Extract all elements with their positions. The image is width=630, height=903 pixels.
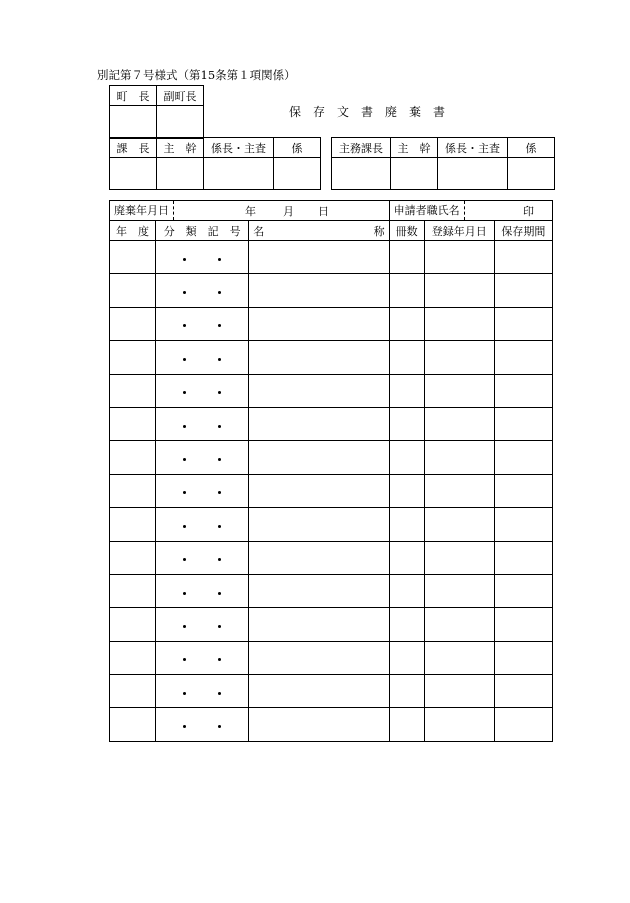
stamp-cell[interactable] — [110, 106, 157, 139]
separator-dot — [183, 491, 186, 494]
retention-period-cell[interactable] — [494, 474, 552, 507]
retention-period-cell[interactable] — [494, 441, 552, 474]
name-cell[interactable] — [249, 641, 389, 674]
volumes-cell[interactable] — [389, 374, 424, 407]
classification-cell[interactable] — [156, 608, 249, 641]
disposal-table — [109, 200, 553, 742]
classification-cell[interactable] — [156, 541, 249, 574]
separator-dot — [218, 491, 221, 494]
separator-dot — [183, 291, 186, 294]
name-cell[interactable] — [249, 541, 389, 574]
separator-dot — [183, 692, 186, 695]
fiscal-year-cell[interactable] — [110, 441, 156, 474]
fiscal-year-cell[interactable] — [110, 241, 156, 274]
fiscal-year-cell[interactable] — [110, 675, 156, 708]
fiscal-year-cell[interactable] — [110, 307, 156, 340]
registration-date-cell[interactable] — [424, 675, 494, 708]
stamp-cell[interactable] — [274, 158, 321, 190]
table-row — [110, 541, 553, 574]
classification-cell[interactable] — [156, 274, 249, 307]
stamp-cell[interactable] — [204, 158, 274, 190]
separator-dot — [218, 258, 221, 261]
approval-header: 副町長 — [157, 86, 204, 106]
classification-cell[interactable] — [156, 407, 249, 440]
table-row — [110, 474, 553, 507]
approval-box-left — [109, 137, 321, 190]
name-cell[interactable] — [249, 708, 389, 741]
form-title: 保 存 文 書 廃 棄 書 — [289, 105, 446, 119]
separator-dot — [183, 625, 186, 628]
registration-date-cell[interactable] — [424, 708, 494, 741]
separator-dot — [183, 725, 186, 728]
volumes-cell[interactable] — [389, 307, 424, 340]
separator-dot — [183, 391, 186, 394]
fiscal-year-cell[interactable] — [110, 574, 156, 607]
approval-header: 係長・主査 — [204, 138, 274, 158]
registration-date-cell[interactable] — [424, 541, 494, 574]
fiscal-year-cell[interactable] — [110, 274, 156, 307]
year-label: 年 — [245, 204, 256, 218]
separator-dot — [183, 525, 186, 528]
registration-date-cell[interactable] — [424, 274, 494, 307]
separator-dot — [183, 658, 186, 661]
separator-dot — [218, 558, 221, 561]
separator-dot — [218, 425, 221, 428]
retention-period-cell[interactable] — [494, 241, 552, 274]
col-header-volumes: 冊数 — [389, 221, 424, 241]
applicant-cell[interactable] — [389, 201, 552, 221]
registration-date-cell[interactable] — [424, 574, 494, 607]
volumes-cell[interactable] — [389, 641, 424, 674]
fiscal-year-cell[interactable] — [110, 407, 156, 440]
retention-period-cell[interactable] — [494, 341, 552, 374]
separator-dot — [183, 324, 186, 327]
volumes-cell[interactable] — [389, 341, 424, 374]
separator-dot — [183, 558, 186, 561]
disposal-info-row — [110, 201, 553, 221]
volumes-cell[interactable] — [389, 441, 424, 474]
separator-dot — [218, 458, 221, 461]
separator-dot — [218, 324, 221, 327]
registration-date-cell[interactable] — [424, 374, 494, 407]
retention-period-cell[interactable] — [494, 508, 552, 541]
separator-dot — [183, 592, 186, 595]
volumes-cell[interactable] — [389, 241, 424, 274]
separator-dot — [218, 358, 221, 361]
registration-date-cell[interactable] — [424, 608, 494, 641]
classification-cell[interactable] — [156, 708, 249, 741]
name-cell[interactable] — [249, 508, 389, 541]
separator-dot — [218, 725, 221, 728]
stamp-cell[interactable] — [391, 158, 438, 190]
volumes-cell[interactable] — [389, 274, 424, 307]
classification-cell[interactable] — [156, 307, 249, 340]
stamp-cell[interactable] — [157, 158, 204, 190]
col-header-name-left: 名 — [253, 224, 265, 238]
col-header-registration-date: 登録年月日 — [424, 221, 494, 241]
separator-dot — [218, 692, 221, 695]
separator-dot — [218, 658, 221, 661]
retention-period-cell[interactable] — [494, 641, 552, 674]
registration-date-cell[interactable] — [424, 407, 494, 440]
retention-period-cell[interactable] — [494, 307, 552, 340]
classification-cell[interactable] — [156, 374, 249, 407]
retention-period-cell[interactable] — [494, 541, 552, 574]
table-row — [110, 407, 553, 440]
month-label: 月 — [283, 204, 294, 218]
volumes-cell[interactable] — [389, 407, 424, 440]
retention-period-cell[interactable] — [494, 407, 552, 440]
table-body — [110, 241, 553, 742]
approval-header: 主 幹 — [157, 138, 204, 158]
col-header-name — [249, 221, 389, 241]
form-caption: 別記第７号様式（第15条第１項関係） — [97, 68, 296, 82]
table-row — [110, 574, 553, 607]
col-header-name-right: 称 — [373, 224, 385, 238]
separator-dot — [218, 592, 221, 595]
fiscal-year-cell[interactable] — [110, 341, 156, 374]
separator-dot — [183, 458, 186, 461]
approval-header: 町 長 — [110, 86, 157, 106]
separator-dot — [183, 258, 186, 261]
separator-dot — [183, 425, 186, 428]
retention-period-cell[interactable] — [494, 708, 552, 741]
name-cell[interactable] — [249, 374, 389, 407]
fiscal-year-cell[interactable] — [110, 541, 156, 574]
registration-date-cell[interactable] — [424, 474, 494, 507]
classification-cell[interactable] — [156, 508, 249, 541]
classification-cell[interactable] — [156, 574, 249, 607]
name-cell[interactable] — [249, 241, 389, 274]
classification-cell[interactable] — [156, 641, 249, 674]
approval-header: 係 — [274, 138, 321, 158]
name-cell[interactable] — [249, 307, 389, 340]
disposal-date-label: 廃棄年月日 — [110, 201, 174, 220]
approval-header: 係長・主査 — [438, 138, 508, 158]
classification-cell[interactable] — [156, 341, 249, 374]
retention-period-cell[interactable] — [494, 675, 552, 708]
table-row — [110, 274, 553, 307]
classification-cell[interactable] — [156, 474, 249, 507]
column-header-row — [110, 221, 553, 241]
fiscal-year-cell[interactable] — [110, 508, 156, 541]
name-cell[interactable] — [249, 608, 389, 641]
name-cell[interactable] — [249, 675, 389, 708]
approval-header: 主務課長 — [332, 138, 391, 158]
separator-dot — [218, 525, 221, 528]
retention-period-cell[interactable] — [494, 574, 552, 607]
volumes-cell[interactable] — [389, 574, 424, 607]
volumes-cell[interactable] — [389, 508, 424, 541]
registration-date-cell[interactable] — [424, 341, 494, 374]
stamp-cell[interactable] — [508, 158, 555, 190]
retention-period-cell[interactable] — [494, 374, 552, 407]
separator-dot — [218, 291, 221, 294]
seal-label: 印 — [523, 204, 534, 218]
separator-dot — [218, 625, 221, 628]
table-row — [110, 374, 553, 407]
registration-date-cell[interactable] — [424, 241, 494, 274]
registration-date-cell[interactable] — [424, 441, 494, 474]
classification-cell[interactable] — [156, 675, 249, 708]
approval-box-right — [331, 137, 555, 190]
table-row — [110, 641, 553, 674]
retention-period-cell[interactable] — [494, 608, 552, 641]
registration-date-cell[interactable] — [424, 307, 494, 340]
name-cell[interactable] — [249, 574, 389, 607]
stamp-cell[interactable] — [438, 158, 508, 190]
col-header-classification: 分 類 記 号 — [156, 221, 249, 241]
fiscal-year-cell[interactable] — [110, 708, 156, 741]
fiscal-year-cell[interactable] — [110, 374, 156, 407]
stamp-cell[interactable] — [157, 106, 204, 139]
table-row — [110, 307, 553, 340]
name-cell[interactable] — [249, 407, 389, 440]
day-label: 日 — [318, 204, 329, 218]
table-row — [110, 708, 553, 741]
table-row — [110, 608, 553, 641]
registration-date-cell[interactable] — [424, 508, 494, 541]
name-cell[interactable] — [249, 441, 389, 474]
name-cell[interactable] — [249, 341, 389, 374]
classification-cell[interactable] — [156, 241, 249, 274]
approval-box-top — [109, 85, 204, 139]
volumes-cell[interactable] — [389, 474, 424, 507]
table-row — [110, 675, 553, 708]
table-row — [110, 441, 553, 474]
approval-header: 係 — [508, 138, 555, 158]
table-row — [110, 508, 553, 541]
name-cell[interactable] — [249, 474, 389, 507]
volumes-cell[interactable] — [389, 675, 424, 708]
approval-header: 主 幹 — [391, 138, 438, 158]
approval-header: 課 長 — [110, 138, 157, 158]
stamp-cell[interactable] — [110, 158, 157, 190]
fiscal-year-cell[interactable] — [110, 474, 156, 507]
table-row — [110, 341, 553, 374]
applicant-label: 申請者職氏名 — [390, 201, 465, 220]
table-row — [110, 241, 553, 274]
fiscal-year-cell[interactable] — [110, 608, 156, 641]
name-cell[interactable] — [249, 274, 389, 307]
retention-period-cell[interactable] — [494, 274, 552, 307]
separator-dot — [183, 358, 186, 361]
disposal-date-cell[interactable] — [110, 201, 390, 221]
classification-cell[interactable] — [156, 441, 249, 474]
volumes-cell[interactable] — [389, 608, 424, 641]
volumes-cell[interactable] — [389, 708, 424, 741]
registration-date-cell[interactable] — [424, 641, 494, 674]
volumes-cell[interactable] — [389, 541, 424, 574]
separator-dot — [218, 391, 221, 394]
fiscal-year-cell[interactable] — [110, 641, 156, 674]
col-header-fiscal-year: 年 度 — [110, 221, 156, 241]
col-header-retention-period: 保存期間 — [494, 221, 552, 241]
stamp-cell[interactable] — [332, 158, 391, 190]
